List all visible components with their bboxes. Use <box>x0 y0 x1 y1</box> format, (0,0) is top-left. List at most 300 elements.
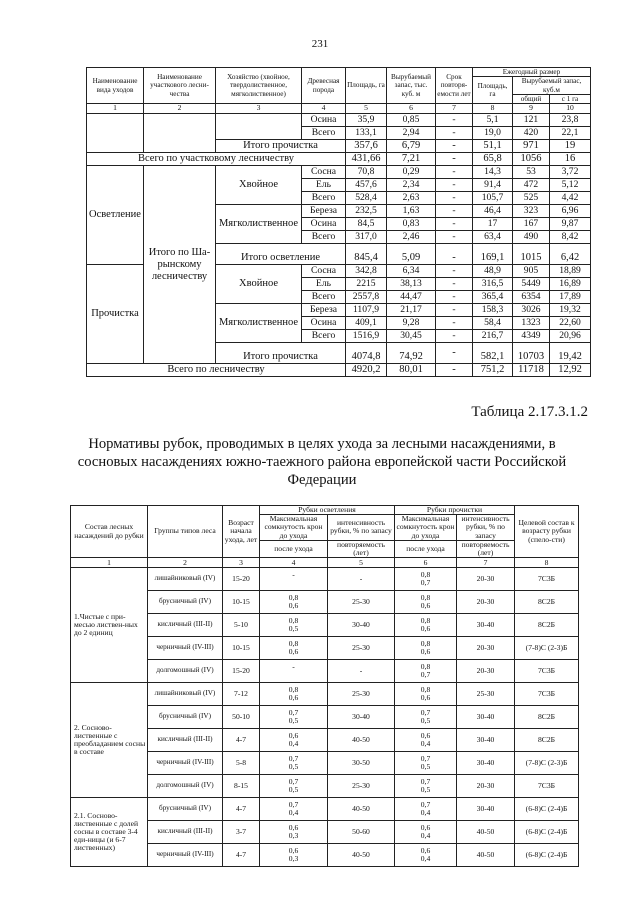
t1-area: 342,8 <box>346 265 387 278</box>
t1-period: - <box>436 265 473 278</box>
t2-prochist-density-after: 0,5 <box>420 784 431 794</box>
t1-area: 133,1 <box>346 127 387 140</box>
t2-prochist-density-after: 0,4 <box>420 853 431 863</box>
t1-stock: 7,21 <box>387 153 436 166</box>
t2-forest-type: лишайниковый (IV) <box>148 683 223 706</box>
t2-prochist-density <box>395 729 457 752</box>
t2-prochist-density-after: 0,5 <box>420 715 431 725</box>
t2-prochist-intensity: 40-50 <box>457 821 515 844</box>
t1-per-ha: 17,89 <box>550 291 591 304</box>
t2-osvetl-intensity: 30-40 <box>328 706 395 729</box>
t2-prochist-intensity: 20-30 <box>457 637 515 660</box>
t1-period: - <box>436 205 473 218</box>
t1-total: 1056 <box>513 153 550 166</box>
t1-colnum: 4 <box>302 104 346 114</box>
t2-osvetl-density-before: 0,8 <box>288 615 299 625</box>
t1-species: Осина <box>302 218 346 231</box>
t2-osvetl-intensity: 30-50 <box>328 752 395 775</box>
t2-row <box>71 798 579 821</box>
t2-row <box>71 844 579 867</box>
t1-total: 472 <box>513 179 550 192</box>
t2-prochist-density <box>395 614 457 637</box>
t2-start-age: 50-10 <box>223 706 260 729</box>
t2-prochist-density-before: 0,8 <box>420 638 431 648</box>
t2-prochist-density-before: 0,7 <box>420 799 431 809</box>
t1-ann-area: 51,1 <box>473 140 513 153</box>
t1-species: Сосна <box>302 265 346 278</box>
t1-economy-khvoinoe: Хвойное <box>216 166 302 205</box>
t1-colnum: 10 <box>550 104 591 114</box>
t2-prochist-intensity: 30-40 <box>457 729 515 752</box>
t1-per-ha: 22,60 <box>550 317 591 330</box>
t1-ann-area: 582,1 <box>473 343 513 364</box>
t2-prochist-density-after: 0,4 <box>420 830 431 840</box>
t1-species: Всего <box>302 127 346 140</box>
t2-prochist-density <box>395 821 457 844</box>
t1-total: 420 <box>513 127 550 140</box>
t2-osvetl-density-after <box>261 671 326 680</box>
t2-row <box>71 729 579 752</box>
t1-stock: 1,63 <box>387 205 436 218</box>
t2-colnum: 7 <box>457 558 515 568</box>
t2-osvetl-density-before: - <box>292 661 295 671</box>
t2-forest-type: долгомошный (IV) <box>148 775 223 798</box>
t2-prochist-density <box>395 637 457 660</box>
t2-target-composition: 7С3Б <box>515 568 579 591</box>
t2-header-start-age: Возраст начала ухода, лет <box>223 506 260 558</box>
t1-ann-area: 216,7 <box>473 330 513 343</box>
t2-prochist-density <box>395 798 457 821</box>
t1-species: Осина <box>302 317 346 330</box>
t1-stock: 2,63 <box>387 192 436 205</box>
t2-target-composition: (6-8)С (2-4)Б <box>515 844 579 867</box>
t2-osvetl-intensity: 40-50 <box>328 798 395 821</box>
t1-species: Береза <box>302 205 346 218</box>
t1-period: - <box>436 179 473 192</box>
t2-start-age: 10-15 <box>223 637 260 660</box>
t1-ann-area: 19,0 <box>473 127 513 140</box>
t2-header-target: Целевой состав к возрасту рубки (спело-сти) <box>515 506 579 558</box>
t1-per-ha: 9,87 <box>550 218 591 231</box>
t2-osvetl-density-after: 0,6 <box>288 692 299 702</box>
t1-stock: 0,85 <box>387 114 436 127</box>
t1-ann-area: 316,5 <box>473 278 513 291</box>
t2-prochist-intensity: 20-30 <box>457 591 515 614</box>
t1-period: - <box>436 343 473 364</box>
t2-forest-type: брусничный (IV) <box>148 798 223 821</box>
t1-period: - <box>436 244 473 265</box>
t1-economy-khvoinoe: Хвойное <box>216 265 302 304</box>
t2-prochist-intensity: 30-40 <box>457 614 515 637</box>
t2-start-age: 5-10 <box>223 614 260 637</box>
t1-header-annual-stock: Вырубаемый запас, куб.м <box>513 77 591 95</box>
t2-row <box>71 821 579 844</box>
t2-prochist-density-before: 0,8 <box>420 684 431 694</box>
t2-prochist-intensity: 30-40 <box>457 752 515 775</box>
t1-empty-cell <box>87 114 144 153</box>
t2-prochist-density-before: 0,7 <box>420 707 431 717</box>
t1-total: 53 <box>513 166 550 179</box>
t2-osvetl-density-before: 0,6 <box>288 730 299 740</box>
t2-osvetl-density <box>260 614 328 637</box>
t2-osvetl-intensity: 40-50 <box>328 844 395 867</box>
t1-period: - <box>436 291 473 304</box>
t1-ann-area: 365,4 <box>473 291 513 304</box>
t2-header-osvetlenie: Рубки осветления <box>260 506 395 515</box>
t1-period: - <box>436 330 473 343</box>
t1-vsego-lesnichestvu-label: Всего по лесничеству <box>87 364 346 377</box>
t2-osvetl-density-after: 0,5 <box>288 715 299 725</box>
t1-area: 70,8 <box>346 166 387 179</box>
t1-per-ha: 20,96 <box>550 330 591 343</box>
t1-period: - <box>436 166 473 179</box>
t1-species: Всего <box>302 192 346 205</box>
t1-economy-myagkolist: Мягколиственное <box>216 205 302 244</box>
t2-osvetl-density-before: - <box>292 569 295 579</box>
t1-total: 323 <box>513 205 550 218</box>
t1-ann-area: 105,7 <box>473 192 513 205</box>
t1-species: Ель <box>302 278 346 291</box>
t1-area: 2215 <box>346 278 387 291</box>
t1-area: 4074,8 <box>346 343 387 364</box>
t1-colnum: 3 <box>216 104 302 114</box>
t1-total: 971 <box>513 140 550 153</box>
forest-care-volume-table <box>86 67 591 377</box>
t2-forest-type: брусничный (IV) <box>148 591 223 614</box>
t1-species: Осина <box>302 114 346 127</box>
t1-colnum: 2 <box>144 104 216 114</box>
t2-target-composition: 8С2Б <box>515 706 579 729</box>
table-number: Таблица 2.17.3.1.2 <box>471 404 588 420</box>
t1-total: 167 <box>513 218 550 231</box>
t1-type-osvetlenie: Осветление <box>87 166 144 265</box>
t2-prochist-density <box>395 683 457 706</box>
t2-osvetl-density-after: 0,6 <box>288 646 299 656</box>
t2-prochist-density-before: 0,7 <box>420 753 431 763</box>
t2-start-age: 4-7 <box>223 844 260 867</box>
t2-prochist-intensity: 40-50 <box>457 844 515 867</box>
t1-per-ha: 5,12 <box>550 179 591 192</box>
t1-ann-area: 751,2 <box>473 364 513 377</box>
t1-area: 84,5 <box>346 218 387 231</box>
t2-osvetl-density-after: 0,4 <box>288 807 299 817</box>
t1-ann-area: 46,4 <box>473 205 513 218</box>
t1-stock: 30,45 <box>387 330 436 343</box>
t1-period: - <box>436 218 473 231</box>
t2-osvetl-intensity: 25-30 <box>328 775 395 798</box>
t1-area: 409,1 <box>346 317 387 330</box>
t1-header-stock: Вырубаемый запас, тыс. куб. м <box>387 68 436 104</box>
t1-stock: 2,94 <box>387 127 436 140</box>
t1-per-ha: 19 <box>550 140 591 153</box>
t2-prochist-density-after: 0,4 <box>420 807 431 817</box>
t2-target-composition: (7-8)С (2-3)Б <box>515 637 579 660</box>
t2-header-intensity: интенсивность рубки, % по запасу <box>328 515 395 541</box>
t1-per-ha: 16,89 <box>550 278 591 291</box>
t1-total: 1323 <box>513 317 550 330</box>
t1-ann-area: 91,4 <box>473 179 513 192</box>
t1-colnum: 5 <box>346 104 387 114</box>
t1-per-ha: 22,1 <box>550 127 591 140</box>
t1-area: 35,9 <box>346 114 387 127</box>
t2-start-age: 5-8 <box>223 752 260 775</box>
t2-forest-type: лишайниковый (IV) <box>148 568 223 591</box>
t1-species: Всего <box>302 330 346 343</box>
t2-osvetl-density-after: 0,6 <box>288 600 299 610</box>
t1-colnum: 9 <box>513 104 550 114</box>
t1-ann-area: 48,9 <box>473 265 513 278</box>
t1-area: 232,5 <box>346 205 387 218</box>
t1-ann-area: 17 <box>473 218 513 231</box>
t1-ann-area: 58,4 <box>473 317 513 330</box>
t2-osvetl-density-before: 0,6 <box>288 822 299 832</box>
t1-stock: 74,92 <box>387 343 436 364</box>
t1-header-care-type: Наименование вида уходов <box>87 68 144 104</box>
t2-start-age: 4-7 <box>223 729 260 752</box>
t1-area: 1516,9 <box>346 330 387 343</box>
t2-prochist-density-after: 0,7 <box>420 669 431 679</box>
t2-osvetl-intensity: 25-30 <box>328 683 395 706</box>
t2-forest-type: черничный (IV-III) <box>148 637 223 660</box>
t2-target-composition: 8С2Б <box>515 591 579 614</box>
t1-forestry-sharynskoe: Итого по Ша-рынскому лесничеству <box>144 166 216 364</box>
t1-ann-area: 5,1 <box>473 114 513 127</box>
t2-row <box>71 775 579 798</box>
t2-osvetl-density-before: 0,7 <box>288 799 299 809</box>
t2-osvetl-density <box>260 844 328 867</box>
t2-osvetl-density-before: 0,7 <box>288 707 299 717</box>
t1-header-total: общий <box>513 94 550 103</box>
t1-per-ha: 6,42 <box>550 244 591 265</box>
t2-osvetl-intensity: - <box>328 568 395 591</box>
t2-header-repeat: повторяемость (лет) <box>328 540 395 557</box>
t1-total: 3026 <box>513 304 550 317</box>
t1-itogo-osvetlenie-label: Итого осветление <box>216 244 346 265</box>
t2-osvetl-density-before: 0,8 <box>288 638 299 648</box>
t1-stock: 2,34 <box>387 179 436 192</box>
t1-species: Ель <box>302 179 346 192</box>
t2-prochist-density-after: 0,6 <box>420 692 431 702</box>
t2-prochist-density-before: 0,6 <box>420 822 431 832</box>
t1-area: 357,6 <box>346 140 387 153</box>
t2-osvetl-intensity: - <box>328 660 395 683</box>
t2-prochist-density <box>395 591 457 614</box>
t2-target-composition: (6-8)С (2-4)Б <box>515 821 579 844</box>
t1-period: - <box>436 364 473 377</box>
t1-total: 525 <box>513 192 550 205</box>
t2-osvetl-density-before: 0,8 <box>288 592 299 602</box>
t1-stock: 9,28 <box>387 317 436 330</box>
t1-stock: 6,34 <box>387 265 436 278</box>
t1-per-ha: 19,32 <box>550 304 591 317</box>
t1-ann-area: 65,8 <box>473 153 513 166</box>
t2-target-composition: (7-8)С (2-3)Б <box>515 752 579 775</box>
t1-colnum: 8 <box>473 104 513 114</box>
t1-itogo-label: Итого прочистка <box>216 140 346 153</box>
t1-area: 528,4 <box>346 192 387 205</box>
t1-total: 5449 <box>513 278 550 291</box>
t2-header-composition: Состав лесных насаждений до рубки <box>71 506 148 558</box>
t2-prochist-density <box>395 752 457 775</box>
t2-osvetl-intensity: 50-60 <box>328 821 395 844</box>
t2-row <box>71 706 579 729</box>
t2-osvetl-density-after: 0,3 <box>288 853 299 863</box>
t2-prochist-density <box>395 568 457 591</box>
t1-area: 1107,9 <box>346 304 387 317</box>
t1-header-economy: Хозяйство (хвойное, твердолиственное, мягколиственное) <box>216 68 302 104</box>
t2-colnum: 5 <box>328 558 395 568</box>
thinning-standards-table <box>70 505 579 867</box>
t1-vsego-uchastkovomu-label: Всего по участковому лесничеству <box>87 153 346 166</box>
t2-target-composition: 8С2Б <box>515 614 579 637</box>
t2-prochist-density-before: 0,7 <box>420 776 431 786</box>
t1-per-ha: 6,96 <box>550 205 591 218</box>
t1-per-ha: 19,42 <box>550 343 591 364</box>
t2-prochist-density-before: 0,8 <box>420 569 431 579</box>
t2-prochist-density-before: 0,6 <box>420 845 431 855</box>
t2-group-label: 2.1. Сосново-лиственные с долей сосны в составе 3-4 еди-ницы (и 6-7 лиственных) <box>71 798 148 867</box>
t1-colnum: 7 <box>436 104 473 114</box>
t1-period: - <box>436 140 473 153</box>
t2-osvetl-density-after: 0,4 <box>288 738 299 748</box>
t2-forest-type: кисличный (III-II) <box>148 821 223 844</box>
t1-total: 6354 <box>513 291 550 304</box>
t1-per-ha: 18,89 <box>550 265 591 278</box>
t2-prochist-density <box>395 660 457 683</box>
t1-per-ha: 3,72 <box>550 166 591 179</box>
t1-area: 317,0 <box>346 231 387 244</box>
t1-header-per-ha: с 1 га <box>550 94 591 103</box>
t1-header-period: Срок повторя-емости лет <box>436 68 473 104</box>
t2-colnum: 2 <box>148 558 223 568</box>
t2-prochist-density-after: 0,6 <box>420 646 431 656</box>
t2-target-composition: 7С3Б <box>515 683 579 706</box>
t1-per-ha: 16 <box>550 153 591 166</box>
t2-osvetl-density-before: 0,8 <box>288 684 299 694</box>
t1-stock: 5,09 <box>387 244 436 265</box>
t2-row <box>71 637 579 660</box>
t2-body <box>71 568 579 867</box>
t2-osvetl-intensity: 25-30 <box>328 637 395 660</box>
t2-prochist-intensity: 20-30 <box>457 775 515 798</box>
t2-header-max-density: Максимальная сомкнутость крон до ухода <box>260 515 328 541</box>
t2-forest-type: черничный (IV-III) <box>148 844 223 867</box>
t1-period: - <box>436 278 473 291</box>
t2-colnum: 6 <box>395 558 457 568</box>
t2-prochist-density-after: 0,6 <box>420 623 431 633</box>
t1-colnum: 6 <box>387 104 436 114</box>
t2-osvetl-intensity: 30-40 <box>328 614 395 637</box>
t1-stock: 2,46 <box>387 231 436 244</box>
t1-ann-area: 63,4 <box>473 231 513 244</box>
t2-row <box>71 568 579 591</box>
t2-osvetl-density <box>260 637 328 660</box>
t2-start-age: 8-15 <box>223 775 260 798</box>
t1-total: 11718 <box>513 364 550 377</box>
t2-osvetl-density <box>260 752 328 775</box>
t2-osvetl-intensity: 25-30 <box>328 591 395 614</box>
t1-stock: 0,83 <box>387 218 436 231</box>
t2-prochist-intensity: 30-40 <box>457 706 515 729</box>
t1-period: - <box>436 153 473 166</box>
t2-osvetl-intensity: 40-50 <box>328 729 395 752</box>
t1-total: 1015 <box>513 244 550 265</box>
t2-header-after: после ухода <box>395 540 457 557</box>
t1-species: Всего <box>302 291 346 304</box>
t2-header-prochistka: Рубки прочистки <box>395 506 515 515</box>
t2-group-label: 1.Чистые с при-месью листвен-ных до 2 единиц <box>71 568 148 683</box>
t2-osvetl-density-after: 0,5 <box>288 623 299 633</box>
t1-total: 905 <box>513 265 550 278</box>
t2-forest-type: черничный (IV-III) <box>148 752 223 775</box>
t2-osvetl-density <box>260 706 328 729</box>
t2-forest-type: долгомошный (IV) <box>148 660 223 683</box>
t2-row <box>71 614 579 637</box>
t2-prochist-density-before: 0,8 <box>420 592 431 602</box>
t2-prochist-density-before: 0,8 <box>420 615 431 625</box>
t2-prochist-intensity: 25-30 <box>457 683 515 706</box>
t2-colnum: 4 <box>260 558 328 568</box>
t2-osvetl-density-before: 0,7 <box>288 753 299 763</box>
t2-header-forest-types: Группы типов леса <box>148 506 223 558</box>
t1-stock: 6,79 <box>387 140 436 153</box>
t2-row <box>71 591 579 614</box>
t2-row <box>71 752 579 775</box>
t2-osvetl-density-after: 0,3 <box>288 830 299 840</box>
t1-period: - <box>436 317 473 330</box>
t1-ann-area: 169,1 <box>473 244 513 265</box>
t1-period: - <box>436 304 473 317</box>
t2-prochist-density <box>395 706 457 729</box>
t2-osvetl-density <box>260 775 328 798</box>
t1-header-area: Площадь, га <box>346 68 387 104</box>
t2-osvetl-density <box>260 729 328 752</box>
t2-target-composition: 8С2Б <box>515 729 579 752</box>
t1-stock: 38,13 <box>387 278 436 291</box>
t2-prochist-density-after: 0,7 <box>420 577 431 587</box>
t2-osvetl-density <box>260 798 328 821</box>
t1-stock: 0,29 <box>387 166 436 179</box>
t1-period: - <box>436 114 473 127</box>
table-title: Нормативы рубок, проводимых в целях ухода за лесными насаждениями, в сосновых насаждениях южно-таежного района европейской части Российской Федерации <box>77 436 567 488</box>
t1-empty-cell <box>216 114 302 140</box>
t2-osvetl-density-before: 0,7 <box>288 776 299 786</box>
t2-osvetl-density-before: 0,6 <box>288 845 299 855</box>
t2-prochist-density-after: 0,6 <box>420 600 431 610</box>
t2-start-age: 10-15 <box>223 591 260 614</box>
t2-prochist-density-after: 0,4 <box>420 738 431 748</box>
t2-osvetl-density <box>260 591 328 614</box>
t1-type-prochistka: Прочистка <box>87 265 144 364</box>
t1-period: - <box>436 127 473 140</box>
t1-per-ha: 8,42 <box>550 231 591 244</box>
t1-area: 457,6 <box>346 179 387 192</box>
t2-header-after: после ухода <box>260 540 328 557</box>
t2-start-age: 4-7 <box>223 798 260 821</box>
t1-stock: 80,01 <box>387 364 436 377</box>
t2-target-composition: 7С3Б <box>515 775 579 798</box>
t2-osvetl-density-after: 0,5 <box>288 784 299 794</box>
t2-colnum: 1 <box>71 558 148 568</box>
t2-row <box>71 683 579 706</box>
t2-prochist-density-before: 0,6 <box>420 730 431 740</box>
t2-target-composition: (6-8)С (2-4)Б <box>515 798 579 821</box>
t1-per-ha: 23,8 <box>550 114 591 127</box>
t1-species: Всего <box>302 231 346 244</box>
t2-osvetl-density <box>260 821 328 844</box>
t1-species: Береза <box>302 304 346 317</box>
t1-stock: 44,47 <box>387 291 436 304</box>
